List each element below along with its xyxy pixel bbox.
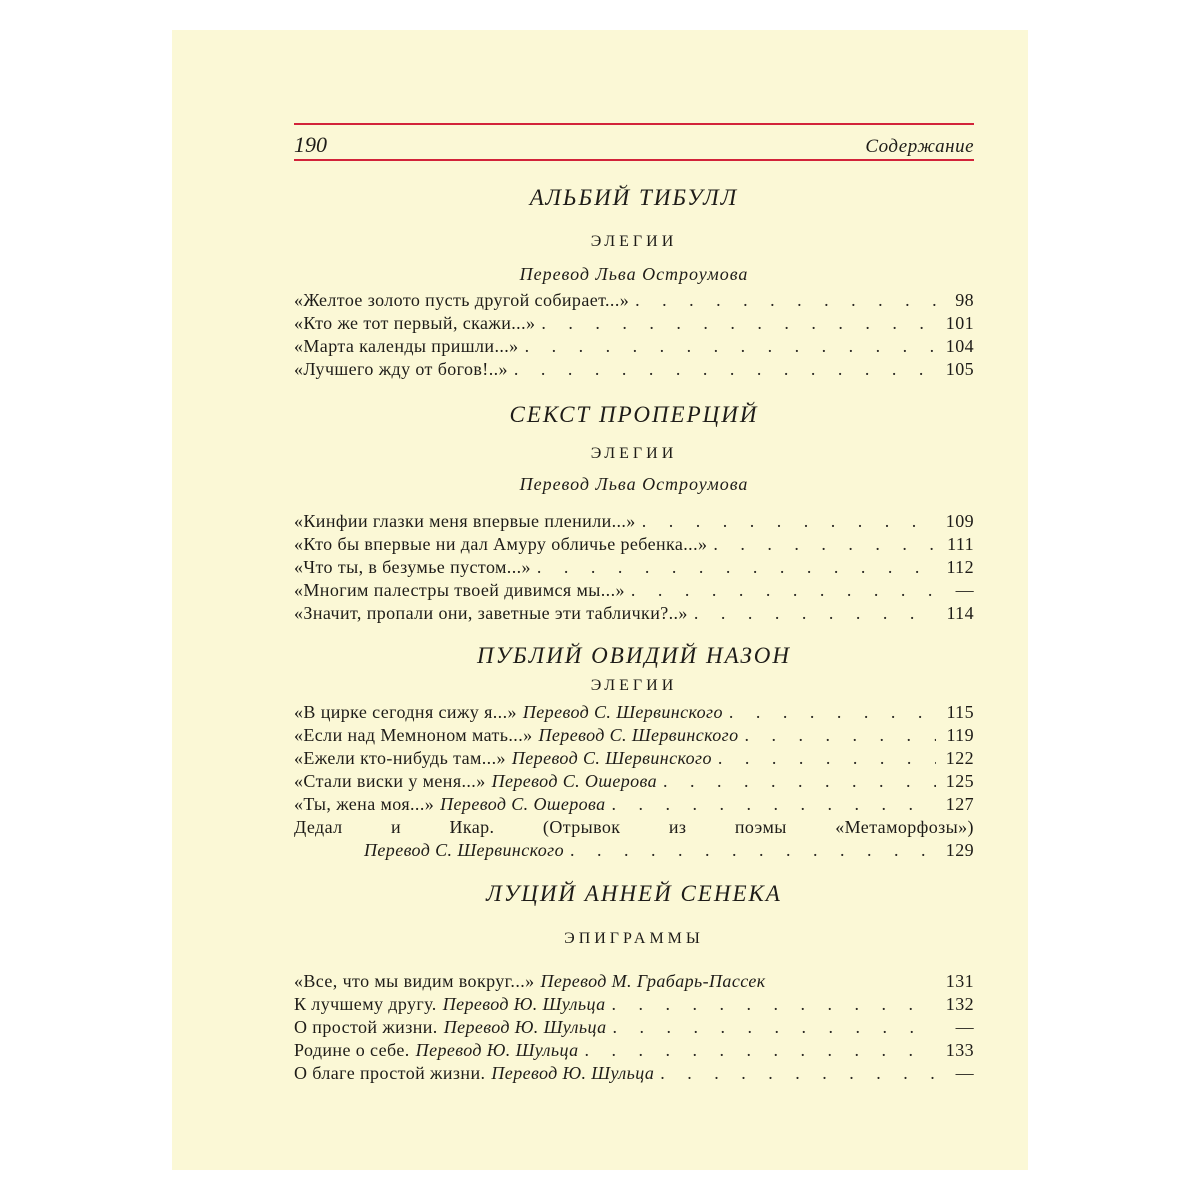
entry-translation: Перевод М. Грабарь-Пассек — [540, 971, 766, 991]
leader-dots — [642, 510, 936, 533]
toc-entry[interactable] — [294, 793, 974, 816]
leader-dots — [514, 358, 936, 381]
entry-title: К лучшему другу. — [294, 994, 437, 1014]
section-author: СЕКСТ ПРОПЕРЦИЙ — [509, 402, 759, 427]
entry-list — [294, 701, 974, 862]
leader-dots — [525, 335, 936, 358]
section-genre: ЭЛЕГИИ — [590, 445, 678, 462]
running-header — [294, 125, 974, 159]
leader-dots — [694, 602, 936, 625]
entry-page: 115 — [946, 702, 974, 722]
entry-title: «Стали виски у меня...» — [294, 771, 486, 791]
entry-page: 129 — [945, 840, 974, 860]
entry-translation: Перевод С. Шервинского — [364, 840, 564, 860]
entry-page: — — [955, 1063, 974, 1083]
leader-dots — [570, 839, 936, 862]
entry-page: 132 — [945, 994, 974, 1014]
entry-translation: Перевод Ю. Шульца — [491, 1063, 655, 1083]
entry-title: О простой жизни. — [294, 1017, 438, 1037]
entry-page: 112 — [946, 557, 974, 577]
entry-page: 98 — [955, 290, 974, 310]
title-word: Дедал — [294, 817, 343, 837]
entry-title: Родине о себе. — [294, 1040, 410, 1060]
entry-title: «Что ты, в безумье пустом...» — [294, 557, 531, 577]
entry-title: «Лучшего жду от богов!..» — [294, 359, 508, 379]
title-word: Икар. — [449, 817, 495, 837]
entry-translation: Перевод С. Шервинского — [538, 725, 739, 745]
long-entry-title — [294, 816, 974, 839]
entry-page: 109 — [945, 511, 974, 531]
toc-entry[interactable] — [294, 1039, 974, 1062]
page-number: 190 — [294, 132, 327, 157]
title-word: поэмы — [734, 817, 787, 837]
entry-page: 101 — [945, 313, 974, 333]
toc-entry-long[interactable] — [294, 816, 974, 862]
entry-title: «Значит, пропали они, заветные эти таблички?..» — [294, 603, 688, 623]
section-author: ЛУЦИЙ АННЕЙ СЕНЕКА — [486, 881, 782, 906]
toc-entry[interactable] — [294, 556, 974, 579]
entry-translation: Перевод С. Ошерова — [440, 794, 606, 814]
leader-dots — [713, 533, 936, 556]
entry-translation: Перевод С. Шервинского — [511, 748, 712, 768]
entry-page: 125 — [945, 771, 974, 791]
running-title: Содержание — [865, 136, 974, 157]
title-word: из — [668, 817, 687, 837]
entry-page: 119 — [946, 725, 974, 745]
entry-translation: Перевод Ю. Шульца — [415, 1040, 579, 1060]
entry-translation: Перевод Ю. Шульца — [442, 994, 606, 1014]
toc-entry[interactable] — [294, 993, 974, 1016]
title-word: «Метаморфозы») — [835, 817, 974, 837]
page-content — [294, 123, 974, 1085]
section-author: АЛЬБИЙ ТИБУЛЛ — [529, 185, 739, 210]
header-rule-bottom — [294, 159, 974, 161]
leader-dots — [537, 556, 936, 579]
entry-title: «Кто же тот первый, скажи...» — [294, 313, 536, 333]
entry-page: 133 — [945, 1040, 974, 1060]
entry-translation: Перевод Ю. Шульца — [443, 1017, 607, 1037]
book-page — [172, 30, 1028, 1170]
leader-dots — [612, 993, 936, 1016]
section-translator: Перевод Льва Остроумова — [519, 474, 749, 494]
toc-entry[interactable] — [294, 358, 974, 381]
entry-title: «Ты, жена моя...» — [294, 794, 435, 814]
entry-page: 111 — [947, 534, 974, 554]
entry-list — [294, 289, 974, 381]
leader-dots — [718, 747, 936, 770]
leader-dots — [663, 770, 936, 793]
toc-entry[interactable] — [294, 533, 974, 556]
entry-list — [294, 970, 974, 1085]
long-entry-line2 — [294, 839, 974, 862]
entry-page: — — [955, 580, 974, 600]
entry-translation: Перевод С. Ошерова — [491, 771, 658, 791]
toc-entry[interactable] — [294, 970, 974, 993]
leader-dots — [660, 1062, 936, 1085]
section-author: ПУБЛИЙ ОВИДИЙ НАЗОН — [476, 643, 792, 668]
entry-list — [294, 510, 974, 625]
leader-dots — [729, 701, 936, 724]
entry-title: «Ежели кто-нибудь там...» — [294, 748, 506, 768]
toc-entry[interactable] — [294, 724, 974, 747]
entry-title: «Марта календы пришли...» — [294, 336, 519, 356]
entry-page: 127 — [945, 794, 974, 814]
entry-title: «Кинфии глазки меня впервые пленили...» — [294, 511, 636, 531]
entry-title: «В цирке сегодня сижу я...» — [294, 702, 517, 722]
leader-dots — [612, 793, 936, 816]
entry-page: 114 — [946, 603, 974, 623]
leader-dots — [631, 579, 936, 602]
toc-entry[interactable] — [294, 510, 974, 533]
toc-entry[interactable] — [294, 289, 974, 312]
entry-title: «Кто бы впервые ни дал Амуру обличье ребенка...» — [294, 534, 708, 554]
entry-page: — — [955, 1017, 974, 1037]
toc-entry[interactable] — [294, 701, 974, 724]
entry-translation: Перевод С. Шервинского — [522, 702, 723, 722]
entry-page: 105 — [945, 359, 974, 379]
entry-title: «Все, что мы видим вокруг...» — [294, 971, 535, 991]
toc-entry[interactable] — [294, 1062, 974, 1085]
entry-title: «Многим палестры твоей дивимся мы...» — [294, 580, 625, 600]
section-genre: ЭЛЕГИИ — [590, 677, 678, 694]
entry-title: О благе простой жизни. — [294, 1063, 486, 1083]
section-translator: Перевод Льва Остроумова — [519, 264, 749, 284]
toc-entry[interactable] — [294, 770, 974, 793]
entry-page: 104 — [945, 336, 974, 356]
entry-title: «Желтое золото пусть другой собирает...» — [294, 290, 630, 310]
toc-entry[interactable] — [294, 1016, 974, 1039]
toc-entry[interactable] — [294, 312, 974, 335]
toc-entry[interactable] — [294, 335, 974, 358]
leader-dots — [613, 1016, 936, 1039]
entry-title: «Если над Мемноном мать...» — [294, 725, 533, 745]
section-genre: ЭПИГРАММЫ — [564, 930, 704, 947]
title-word: и — [391, 817, 402, 837]
entry-page: 131 — [945, 971, 974, 991]
leader-dots — [585, 1039, 936, 1062]
title-word: (Отрывок — [542, 817, 621, 837]
section-genre: ЭЛЕГИИ — [590, 233, 678, 250]
toc-entry[interactable] — [294, 747, 974, 770]
leader-dots — [745, 724, 937, 747]
leader-dots — [635, 289, 936, 312]
toc-entry[interactable] — [294, 579, 974, 602]
toc-entry[interactable] — [294, 602, 974, 625]
entry-page: 122 — [945, 748, 974, 768]
leader-dots — [541, 312, 936, 335]
